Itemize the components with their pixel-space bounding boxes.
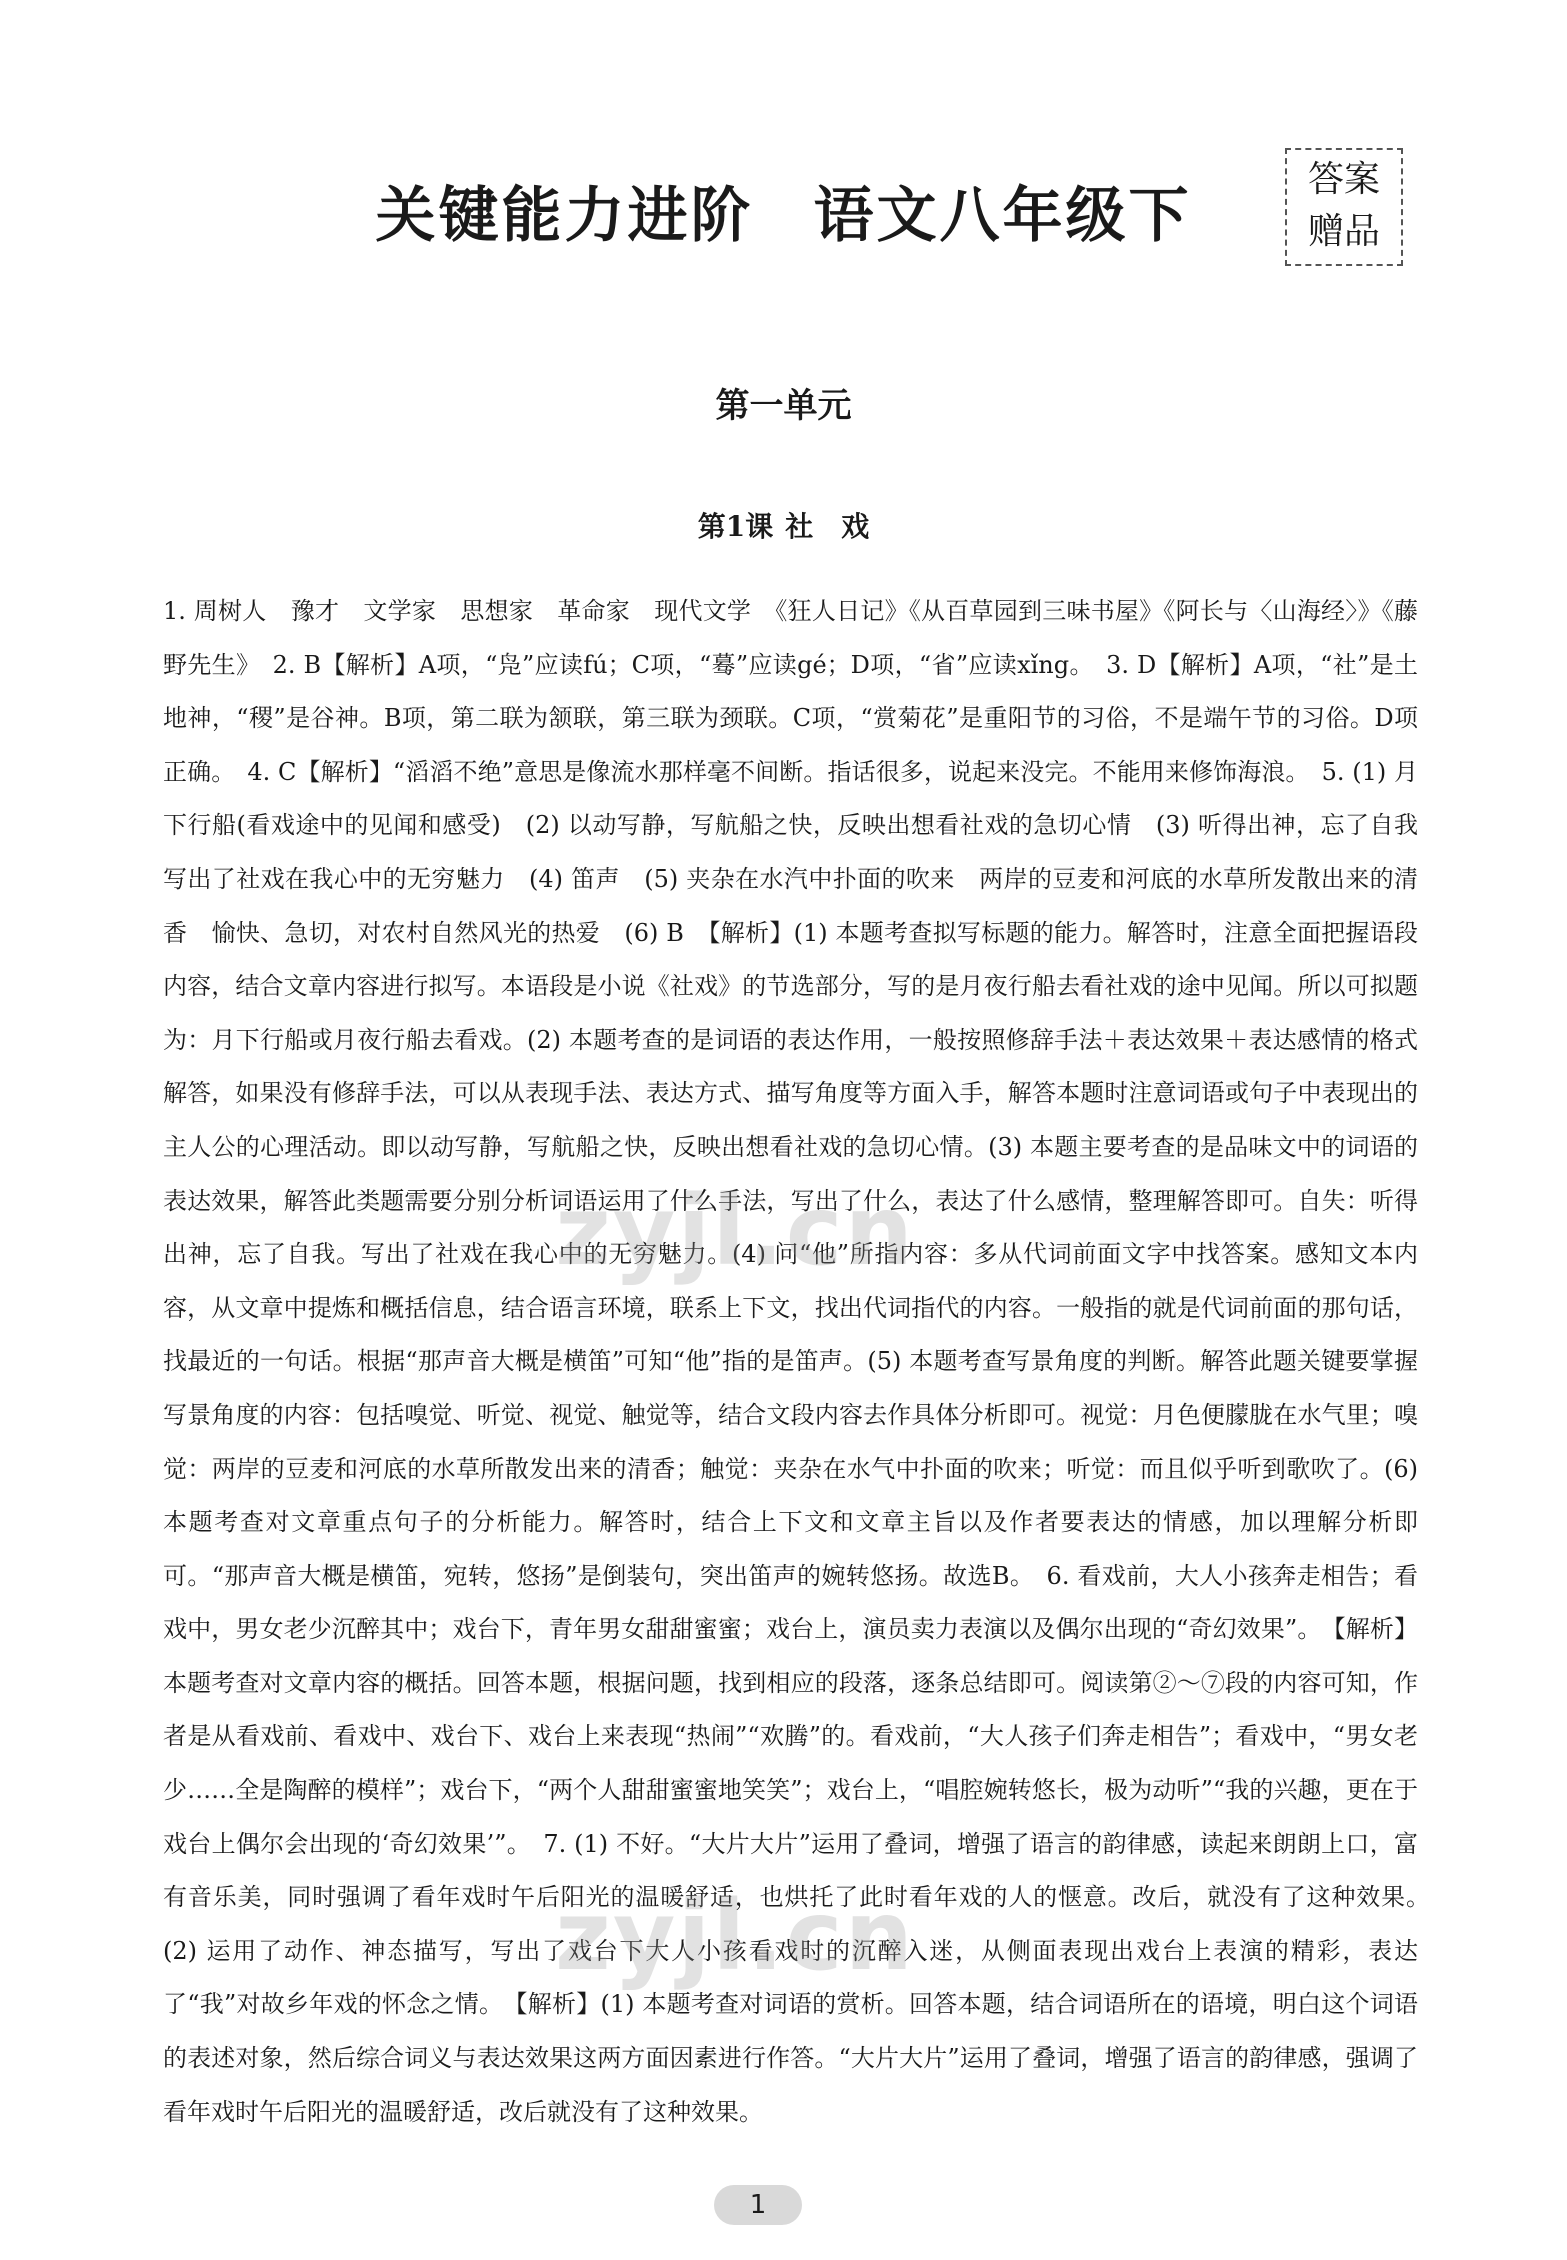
lesson-heading	[0, 505, 1567, 545]
title-book-name: 关键能力进阶	[375, 181, 754, 251]
answer-gift-badge	[1285, 148, 1403, 266]
title-subject-grade: 语文八年级下	[813, 181, 1192, 251]
lesson-number: 第1课	[697, 510, 774, 543]
badge-line-1: 答案	[1307, 159, 1380, 200]
lesson-name: 社 戏	[785, 510, 870, 543]
page-number-badge: 1	[714, 2185, 802, 2225]
unit-heading: 第一单元	[715, 386, 852, 426]
answer-text: 1. 周树人 豫才 文学家 思想家 革命家 现代文学 《狂人日记》《从百草园到三味书屋》《阿长与〈山海经〉》《藤野先生》 2. B【解析】A项，“凫”应读fú；C项，“蓦”应读gé；D项，“省”应读xǐng。 3. D【解析】A项，“社”是土地神，“稷”是谷神。B项，第二联为颔联，第三联为颈联。C项，“赏菊花”是重阳节的习俗，不是端午节的习俗。D项正确。 4. C【解析】“滔滔不绝”意思是像流水那样毫不间断。指话很多，说起来没完。不能用来修饰海浪。 5. (1) 月下行船(看戏途中的见闻和感受) (2) 以动写静，写航船之快，反映出想看社戏的急切心情 (3) 听得出神，忘了自我 写出了社戏在我心中的无穷魅力 (4) 笛声 (5) 夹杂在水汽中扑面的吹来 两岸的豆麦和河底的水草所发散出来的清香 愉快、急切，对农村自然风光的热爱 (6) B 【解析】(1) 本题考查拟写标题的能力。解答时，注意全面把握语段内容，结合文章内容进行拟写。本语段是小说《社戏》的节选部分，写的是月夜行船去看社戏的途中见闻。所以可拟题为：月下行船或月夜行船去看戏。(2) 本题考查的是词语的表达作用，一般按照修辞手法＋表达效果＋表达感情的格式解答，如果没有修辞手法，可以从表现手法、表达方式、描写角度等方面入手，解答本题时注意词语或句子中表现出的主人公的心理活动。即以动写静，写航船之快，反映出想看社戏的急切心情。(3) 本题主要考查的是品味文中的词语的表达效果，解答此类题需要分别分析词语运用了什么手法，写出了什么，表达了什么感情，整理解答即可。自失：听得出神，忘了自我。写出了社戏在我心中的无穷魅力。(4) 问“他”所指内容：多从代词前面文字中找答案。感知文本内容，从文章中提炼和概括信息，结合语言环境，联系上下文，找出代词指代的内容。一般指的就是代词前面的那句话，找最近的一句话。根据“那声音大概是横笛”可知“他”指的是笛声。(5) 本题考查写景角度的判断。解答此题关键要掌握写景角度的内容：包括嗅觉、听觉、视觉、触觉等，结合文段内容去作具体分析即可。视觉：月色便朦胧在水气里；嗅觉：两岸的豆麦和河底的水草所散发出来的清香；触觉：夹杂在水气中扑面的吹来；听觉：而且似乎听到歌吹了。(6) 本题考查对文章重点句子的分析能力。解答时，结合上下文和文章主旨以及作者要表达的情感，加以理解分析即可。“那声音大概是横笛，宛转，悠扬”是倒装句，突出笛声的婉转悠扬。故选B。 6. 看戏前，大人小孩奔走相告；看戏中，男女老少沉醉其中；戏台下，青年男女甜甜蜜蜜；戏台上，演员卖力表演以及偶尔出现的“奇幻效果”。 【解析】本题考查对文章内容的概括。回答本题，根据问题，找到相应的段落，逐条总结即可。阅读第②～⑦段的内容可知，作者是从看戏前、看戏中、戏台下、戏台上来表现“热闹”“欢腾”的。看戏前，“大人孩子们奔走相告”；看戏中，“男女老少……全是陶醉的模样”；戏台下，“两个人甜甜蜜蜜地笑笑”；戏台上，“唱腔婉转悠长，极为动听”“我的兴趣，更在于戏台上偶尔会出现的‘奇幻效果’”。 7. (1) 不好。“大片大片”运用了叠词，增强了语言的韵律感，读起来朗朗上口，富有音乐美，同时强调了看年戏时午后阳光的温暖舒适，也烘托了此时看年戏的人的惬意。改后，就没有了这种效果。 (2) 运用了动作、神态描写，写出了戏台下大人小孩看戏时的沉醉入迷，从侧面表现出戏台上表演的精彩，表达了“我”对故乡年戏的怀念之情。 【解析】(1) 本题考查对词语的赏析。回答本题，结合词语所在的语境，明白这个词语的表述对象，然后综合词义与表达效果这两方面因素进行作答。“大片大片”运用了叠词，增强了语言的韵律感，强调了看年戏时午后阳光的温暖舒适，改后就没有了这种效果。	[163, 597, 1442, 2126]
badge-line-2: 赠品	[1307, 211, 1380, 252]
watermark-lower: zyjl.cn	[555, 1880, 915, 1992]
watermark-upper: zyjl.cn	[555, 1175, 915, 1287]
